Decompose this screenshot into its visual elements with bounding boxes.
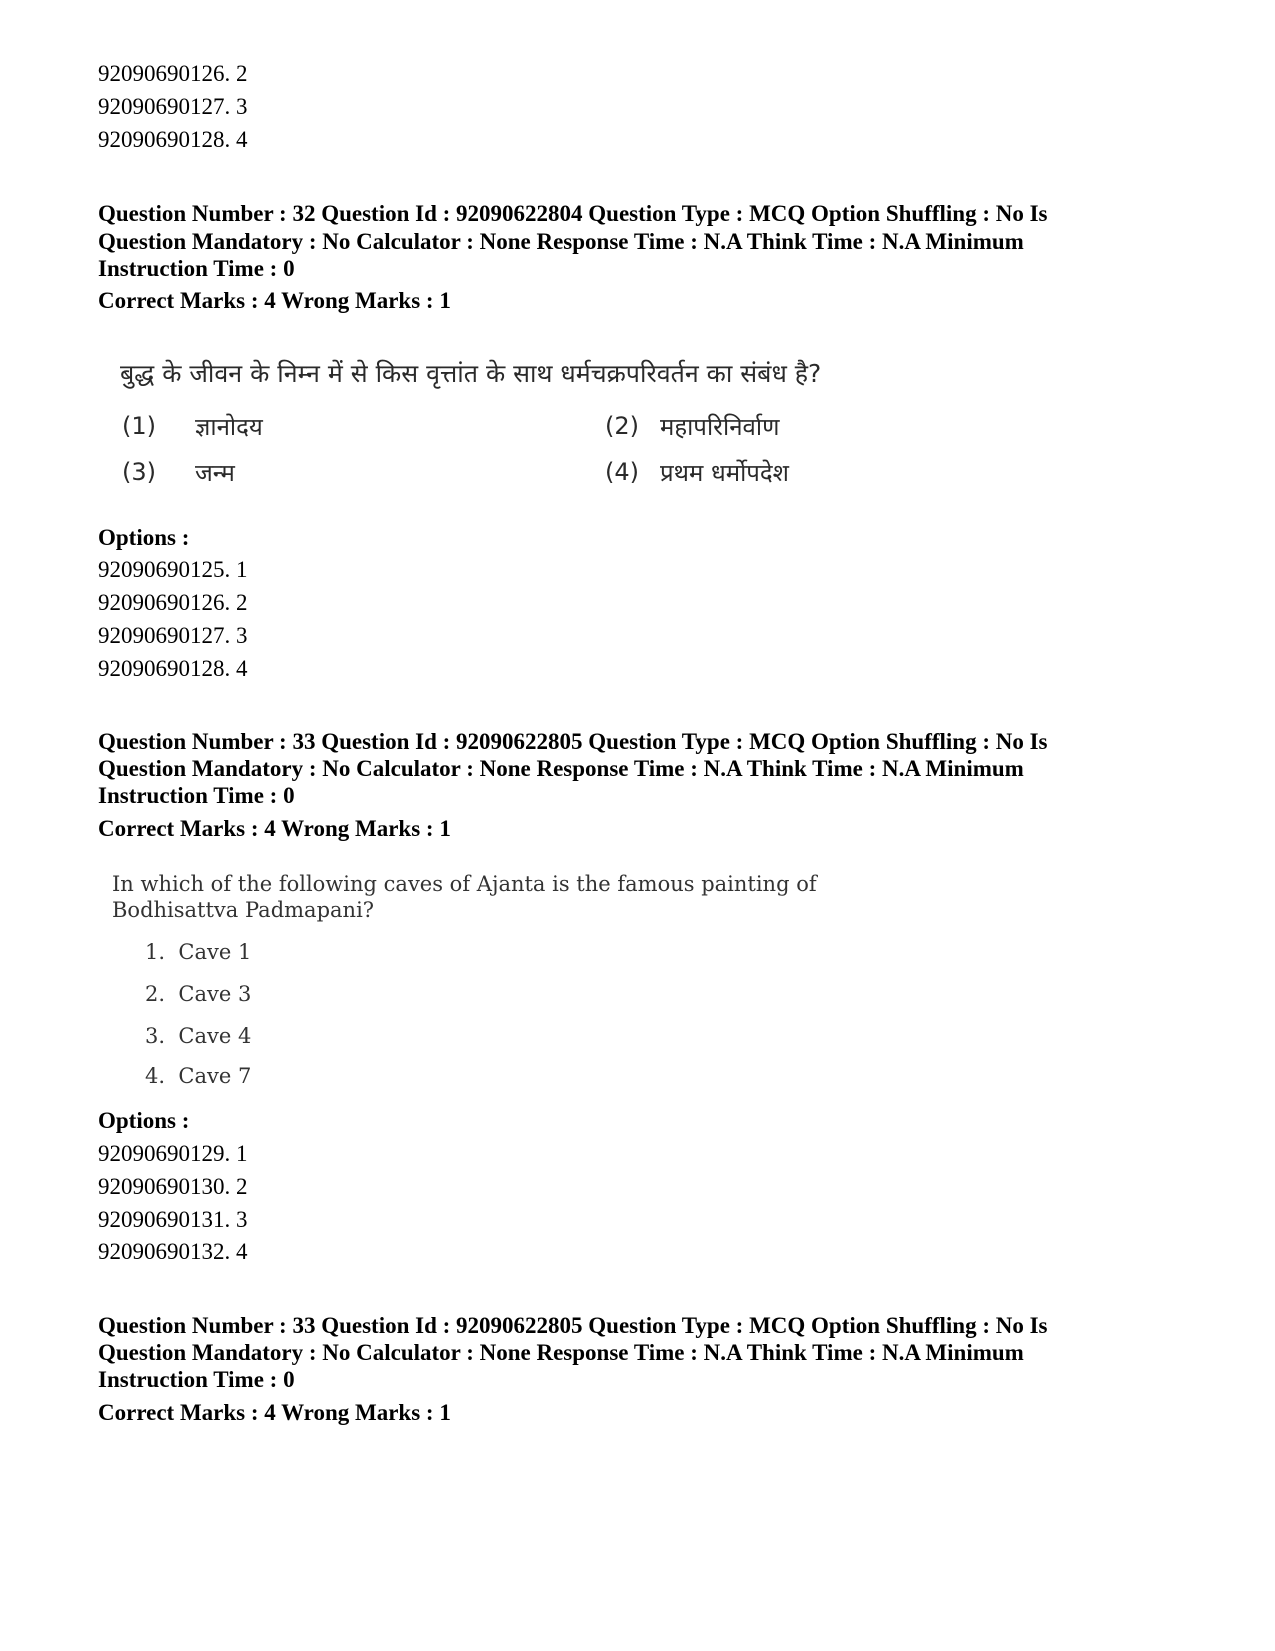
option-line: 92090690126. 2 — [98, 61, 248, 86]
choice-text: 2. Cave 3 — [145, 982, 252, 1006]
marks-line: Correct Marks : 4 Wrong Marks : 1 — [98, 288, 451, 313]
option-line: 92090690131. 3 — [98, 1207, 248, 1232]
option-line: 92090690127. 3 — [98, 623, 248, 648]
choice-number: (4) — [605, 458, 639, 486]
question-header: Instruction Time : 0 — [98, 783, 295, 808]
choice-text: 3. Cave 4 — [145, 1024, 252, 1048]
choice-text: ज्ञानोदय — [195, 413, 263, 441]
choice-number: (3) — [122, 458, 156, 486]
marks-line: Correct Marks : 4 Wrong Marks : 1 — [98, 1400, 451, 1425]
option-line: 92090690128. 4 — [98, 656, 248, 681]
option-line: 92090690129. 1 — [98, 1141, 248, 1166]
option-line: 92090690128. 4 — [98, 127, 248, 152]
question-header: Question Number : 33 Question Id : 92090622805 Question Type : MCQ Option Shuffling : No Is — [98, 729, 1048, 754]
option-line: 92090690130. 2 — [98, 1174, 248, 1199]
question-header: Instruction Time : 0 — [98, 1367, 295, 1392]
choice-text: महापरिनिर्वाण — [660, 413, 780, 441]
marks-line: Correct Marks : 4 Wrong Marks : 1 — [98, 816, 451, 841]
choice-text: 4. Cave 7 — [145, 1064, 252, 1088]
question-header: Question Number : 33 Question Id : 92090622805 Question Type : MCQ Option Shuffling : No Is — [98, 1313, 1048, 1338]
option-line: 92090690125. 1 — [98, 557, 248, 582]
choice-text: जन्म — [195, 459, 235, 487]
question-text: In which of the following caves of Ajanta is the famous painting of — [112, 872, 817, 896]
question-header: Instruction Time : 0 — [98, 256, 295, 281]
question-header: Question Mandatory : No Calculator : None Response Time : N.A Think Time : N.A Minimum — [98, 756, 1024, 781]
option-line: 92090690132. 4 — [98, 1239, 248, 1264]
question-text: Bodhisattva Padmapani? — [112, 898, 375, 922]
choice-text: प्रथम धर्मोपदेश — [660, 459, 789, 487]
choice-number: (1) — [122, 412, 156, 440]
question-header: Question Mandatory : No Calculator : None Response Time : N.A Think Time : N.A Minimum — [98, 1340, 1024, 1365]
options-label: Options : — [98, 525, 190, 550]
question-header: Question Number : 32 Question Id : 92090622804 Question Type : MCQ Option Shuffling : No Is — [98, 201, 1048, 226]
choice-text: 1. Cave 1 — [145, 940, 252, 964]
options-label: Options : — [98, 1108, 190, 1133]
choice-number: (2) — [605, 412, 639, 440]
option-line: 92090690127. 3 — [98, 94, 248, 119]
option-line: 92090690126. 2 — [98, 590, 248, 615]
question-header: Question Mandatory : No Calculator : None Response Time : N.A Think Time : N.A Minimum — [98, 229, 1024, 254]
question-text: बुद्ध के जीवन के निम्न में से किस वृत्तांत के साथ धर्मचक्रपरिवर्तन का संबंध है? — [120, 359, 822, 388]
